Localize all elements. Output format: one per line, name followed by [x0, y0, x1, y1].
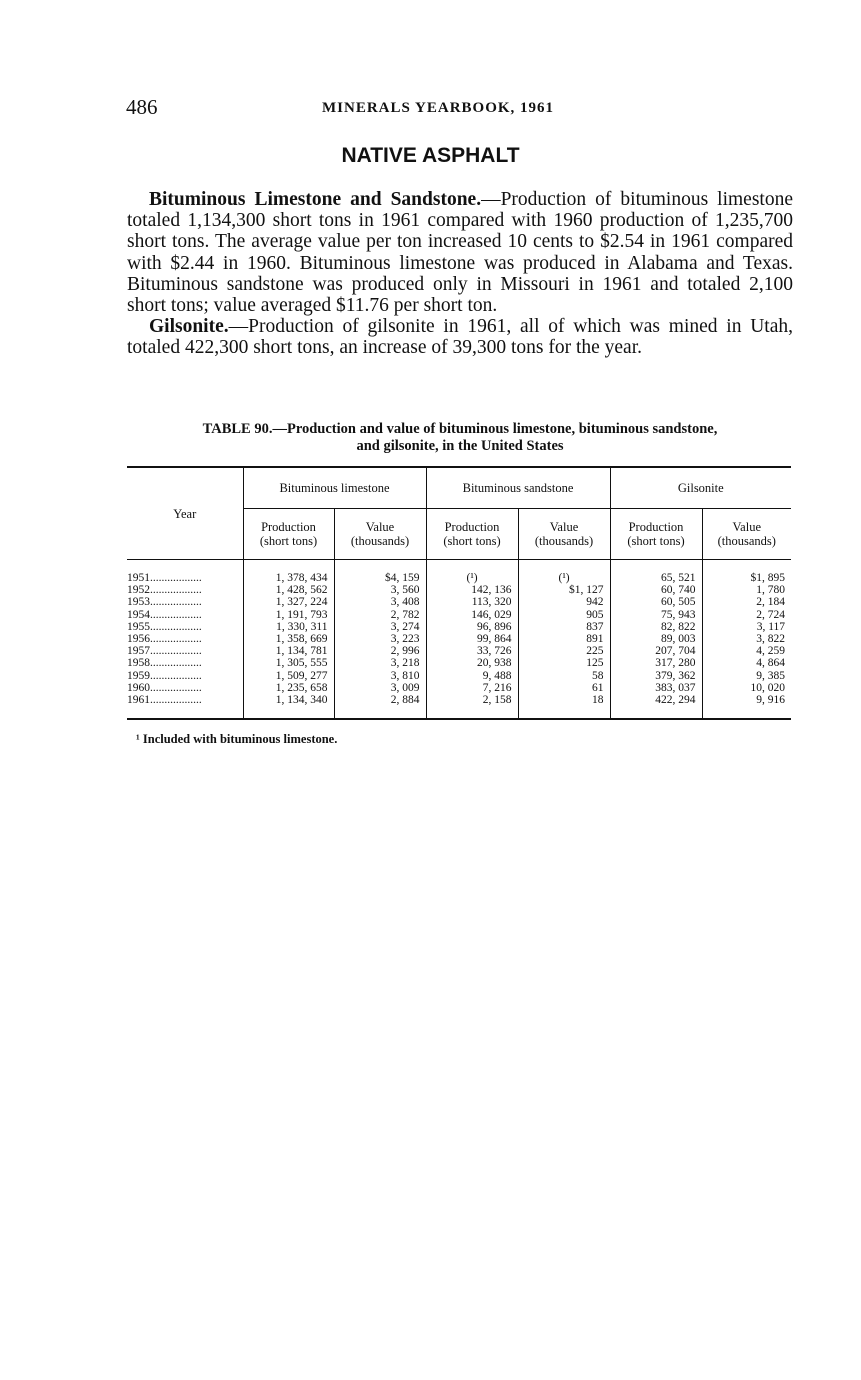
group-header-bituminous-limestone: Bituminous limestone: [243, 467, 426, 509]
row-value-cell: 82, 822: [610, 621, 702, 633]
row-value-cell: 3, 117: [702, 621, 791, 633]
dot-leader: ..................: [150, 620, 202, 633]
row-year-cell: 1954..................: [127, 608, 202, 621]
row-value-cell: (¹): [426, 560, 518, 585]
subheader-limestone-value: [334, 509, 426, 560]
row-value-cell: 1, 191, 793: [243, 609, 334, 621]
paragraph-lead: Bituminous Limestone and Sandstone.: [149, 189, 482, 210]
dot-leader: ..................: [150, 694, 202, 707]
subheader-unit: (short tons): [443, 534, 501, 548]
subheader-unit: (short tons): [627, 534, 685, 548]
subheader-unit: (thousands): [534, 534, 594, 548]
table-row: [127, 584, 791, 596]
row-value-cell: 3, 009: [334, 682, 426, 694]
dot-leader: ..................: [150, 608, 202, 621]
dot-leader: ..................: [150, 645, 202, 658]
subheader-label: Production: [628, 520, 684, 534]
row-value-cell: $4, 159: [334, 560, 426, 585]
section-title: NATIVE ASPHALT: [341, 144, 520, 167]
row-value-cell: 1, 358, 669: [243, 633, 334, 645]
subheader-label: Value: [365, 520, 395, 534]
subheader-label: Production: [261, 520, 316, 534]
row-value-cell: $1, 895: [702, 560, 791, 585]
row-value-cell: 317, 280: [610, 657, 702, 669]
row-value-cell: 2, 184: [702, 596, 791, 608]
subheader-gilsonite-value: [702, 509, 791, 560]
table-row: [127, 596, 791, 608]
row-value-cell: 1, 780: [702, 584, 791, 596]
row-value-cell: 2, 724: [702, 609, 791, 621]
row-value-cell: 3, 274: [334, 621, 426, 633]
row-value-cell: 905: [518, 609, 610, 621]
row-value-cell: 1, 134, 340: [243, 694, 334, 719]
table-caption: [127, 421, 793, 455]
subheader-sandstone-value: [518, 509, 610, 560]
subheader-limestone-production: [243, 509, 334, 560]
row-value-cell: 20, 938: [426, 657, 518, 669]
dot-leader: ..................: [150, 633, 202, 646]
row-value-cell: (¹): [518, 560, 610, 585]
row-value-cell: 7, 216: [426, 682, 518, 694]
row-value-cell: 75, 943: [610, 609, 702, 621]
dot-leader: ..................: [150, 669, 202, 682]
row-value-cell: 113, 320: [426, 596, 518, 608]
table-group-header-row: [127, 467, 791, 509]
paragraph-gilsonite: [127, 316, 793, 358]
dot-leader: ..................: [150, 584, 202, 597]
subheader-label: Production: [444, 520, 500, 534]
row-value-cell: $1, 127: [518, 584, 610, 596]
table-row: [127, 621, 791, 633]
group-header-bituminous-sandstone: Bituminous sandstone: [426, 467, 610, 509]
row-year-cell: 1952..................: [127, 584, 202, 597]
table-row: [127, 657, 791, 669]
table-row: [127, 633, 791, 645]
row-year-cell: 1960..................: [127, 681, 202, 694]
dot-leader: ..................: [150, 681, 202, 694]
table-row: [127, 694, 791, 719]
row-value-cell: 383, 037: [610, 682, 702, 694]
row-value-cell: 1, 428, 562: [243, 584, 334, 596]
row-value-cell: 2, 158: [426, 694, 518, 719]
row-value-cell: 18: [518, 694, 610, 719]
production-table: [127, 466, 791, 720]
row-value-cell: 10, 020: [702, 682, 791, 694]
paragraph-lead: Gilsonite.: [149, 316, 229, 338]
dot-leader: ..................: [150, 657, 202, 670]
subheader-gilsonite-production: [610, 509, 702, 560]
row-value-cell: 142, 136: [426, 584, 518, 596]
row-value-cell: 3, 408: [334, 596, 426, 608]
row-value-cell: 99, 864: [426, 633, 518, 645]
row-value-cell: 2, 996: [334, 645, 426, 657]
row-value-cell: 891: [518, 633, 610, 645]
table-row: [127, 609, 791, 621]
subheader-label: Value: [549, 520, 579, 534]
row-value-cell: 3, 223: [334, 633, 426, 645]
row-value-cell: 9, 385: [702, 670, 791, 682]
row-value-cell: 125: [518, 657, 610, 669]
page-number: 486: [126, 95, 158, 119]
subheader-unit: (thousands): [717, 534, 776, 548]
row-value-cell: 9, 488: [426, 670, 518, 682]
running-head: MINERALS YEARBOOK, 1961: [322, 100, 555, 116]
row-value-cell: 942: [518, 596, 610, 608]
row-value-cell: 60, 505: [610, 596, 702, 608]
table-caption-line-1: TABLE 90.—Production and value of bituminous limestone, bituminous sandstone,: [202, 421, 718, 437]
subheader-unit: (thousands): [350, 534, 410, 548]
row-value-cell: 3, 822: [702, 633, 791, 645]
table-row: [127, 645, 791, 657]
row-value-cell: 837: [518, 621, 610, 633]
row-value-cell: 1, 378, 434: [243, 560, 334, 585]
row-value-cell: 1, 134, 781: [243, 645, 334, 657]
paragraph-text: —Production of gilsonite in 1961, all of which was mined in Utah, totaled 422,300 short tons, an increase of 39,300 tons for the year.: [127, 316, 793, 359]
row-value-cell: 4, 864: [702, 657, 791, 669]
row-value-cell: 1, 305, 555: [243, 657, 334, 669]
row-value-cell: 207, 704: [610, 645, 702, 657]
row-year-cell: 1956..................: [127, 633, 202, 646]
table-body: [127, 560, 791, 720]
row-value-cell: 225: [518, 645, 610, 657]
table-row: [127, 682, 791, 694]
row-value-cell: 379, 362: [610, 670, 702, 682]
row-value-cell: 61: [518, 682, 610, 694]
row-value-cell: 1, 509, 277: [243, 670, 334, 682]
row-value-cell: 96, 896: [426, 621, 518, 633]
row-year-cell: 1955..................: [127, 620, 202, 633]
table-row: [127, 670, 791, 682]
paragraph-text: —Production of bituminous limestone totaled 1,134,300 short tons in 1961 compared with 1960 production of 1,235,700 short tons. The average value per ton increased 10 cents to $2.54 in 1961 compared with $2.44 in 1960. Bituminous limestone was produced in Alabama and Texas. Bituminous sandstone was produced only in Missouri in 1961 and totaled 2,100 short tons; value averaged $11.76 per short ton.: [127, 189, 794, 317]
subheader-unit: (short tons): [259, 534, 318, 548]
dot-leader: ..................: [150, 572, 202, 584]
row-year-cell: 1961..................: [127, 694, 243, 719]
row-value-cell: 9, 916: [702, 694, 791, 719]
table-footnote: ¹ Included with bituminous limestone.: [136, 732, 338, 746]
row-year-cell: 1953..................: [127, 596, 202, 609]
row-value-cell: 65, 521: [610, 560, 702, 585]
row-value-cell: 1, 330, 311: [243, 621, 334, 633]
row-value-cell: 3, 560: [334, 584, 426, 596]
paragraph-limestone-sandstone: [127, 189, 793, 316]
subheader-label: Value: [732, 520, 761, 534]
row-value-cell: 60, 740: [610, 584, 702, 596]
row-value-cell: 3, 218: [334, 657, 426, 669]
group-header-gilsonite: Gilsonite: [610, 467, 791, 509]
row-value-cell: 89, 003: [610, 633, 702, 645]
row-value-cell: 3, 810: [334, 670, 426, 682]
row-year-cell: 1951..................: [127, 572, 202, 584]
row-value-cell: 2, 884: [334, 694, 426, 719]
table-row: [127, 560, 791, 585]
row-value-cell: 1, 235, 658: [243, 682, 334, 694]
row-value-cell: 33, 726: [426, 645, 518, 657]
dot-leader: ..................: [150, 596, 202, 609]
table-caption-line-2: and gilsonite, in the United States: [356, 438, 564, 454]
row-value-cell: 1, 327, 224: [243, 596, 334, 608]
row-value-cell: 146, 029: [426, 609, 518, 621]
row-year-cell: 1957..................: [127, 645, 202, 658]
row-year-cell: 1958..................: [127, 657, 202, 670]
row-value-cell: 58: [518, 670, 610, 682]
body-text: [127, 189, 793, 359]
row-year-cell: 1959..................: [127, 669, 202, 682]
row-value-cell: 2, 782: [334, 609, 426, 621]
year-column-header: Year: [127, 467, 243, 560]
row-value-cell: 422, 294: [610, 694, 702, 719]
subheader-sandstone-production: [426, 509, 518, 560]
row-value-cell: 4, 259: [702, 645, 791, 657]
